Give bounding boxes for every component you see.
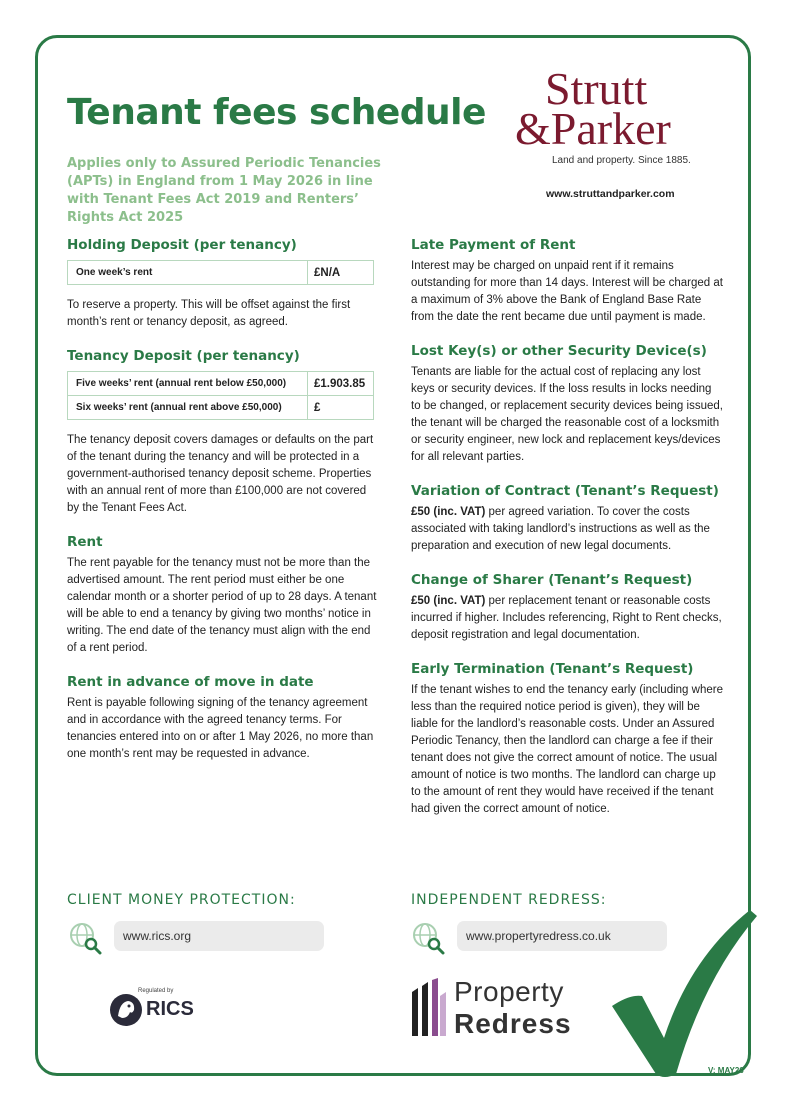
variation-body: per agreed variation. To cover the costs associated with taking landlord’s instructions as well as the preparation and execution of new legal documents. <box>411 506 710 552</box>
left-column <box>67 236 377 779</box>
rics-wordmark: RICS <box>146 998 194 1020</box>
globe-search-icon <box>68 921 102 955</box>
rics-url-field[interactable]: www.rics.org <box>114 921 324 951</box>
globe-search-icon <box>411 921 445 955</box>
lost-keys-section <box>411 342 723 466</box>
holding-deposit-heading: Holding Deposit (per tenancy) <box>67 237 297 253</box>
variation-fee: £50 (inc. VAT) <box>411 506 486 518</box>
page-title: Tenant fees schedule <box>67 92 486 133</box>
late-payment-heading: Late Payment of Rent <box>411 237 576 253</box>
rent-section <box>67 533 377 657</box>
website-link[interactable]: www.struttandparker.com <box>546 188 675 200</box>
fee-value: £1.903.85 <box>308 372 374 396</box>
tenancy-deposit-text: The tenancy deposit covers damages or defaults on the part of the tenant during the tenancy and will be protected in a government-authorised tenancy deposit scheme. Properties with an annual rent of more than £100,000 are not covered by the Tenant Fees Act. <box>67 434 374 514</box>
fee-label: One week’s rent <box>68 261 308 285</box>
version-label: V: MAY26 <box>708 1066 744 1075</box>
fee-value: £ <box>308 396 374 420</box>
property-redress-line1: Property <box>454 976 564 1007</box>
sharer-body: per replacement tenant or reasonable costs incurred if higher. Includes referencing, Right to Rent checks, deposit registration and legal documentation. <box>411 595 722 641</box>
fee-value: £N/A <box>308 261 374 285</box>
late-payment-text: Interest may be charged on unpaid rent if it remains outstanding for more than 14 days. Interest will be charged at a maximum of 3% above the Bank of England Base Rate from the date the rent became due until payment is made. <box>411 260 723 323</box>
variation-section <box>411 482 723 555</box>
variation-heading: Variation of Contract (Tenant’s Request) <box>411 483 719 499</box>
rics-lion-icon <box>108 992 144 1028</box>
lost-keys-heading: Lost Key(s) or other Security Device(s) <box>411 343 707 359</box>
rent-advance-heading: Rent in advance of move in date <box>67 674 314 690</box>
tenancy-deposit-section <box>67 347 377 517</box>
sharer-section <box>411 571 723 644</box>
rics-regulated-text: Regulated by <box>138 988 174 994</box>
table-row <box>68 396 374 420</box>
logo-line-strutt: Strutt <box>545 63 648 114</box>
property-redress-url-field[interactable]: www.propertyredress.co.uk <box>457 921 667 951</box>
sharer-text <box>411 593 723 644</box>
late-payment-section <box>411 236 723 326</box>
fee-label: Five weeks’ rent (annual rent below £50,000) <box>68 372 308 396</box>
table-row <box>68 372 374 396</box>
holding-deposit-text: To reserve a property. This will be offset against the first month’s rent or tenancy deposit, as agreed. <box>67 299 351 328</box>
logo-tagline: Land and property. Since 1885. <box>552 155 691 166</box>
fee-label: Six weeks’ rent (annual rent above £50,000) <box>68 396 308 420</box>
termination-heading: Early Termination (Tenant’s Request) <box>411 661 694 677</box>
variation-text <box>411 504 723 555</box>
client-money-protection-heading: CLIENT MONEY PROTECTION: <box>67 892 296 908</box>
property-redress-line2: Redress <box>454 1008 572 1039</box>
termination-text: If the tenant wishes to end the tenancy early (including where less than the required notice period is given), they will be liable for the landlord’s reasonable costs. Under an Assured Periodic Tenancy, then the landlord can charge a fee if their tenant does not give the correct amount of notice. The usual amount of notice is two months. The landlord can charge up to the amount of rent they would have received if the tenant had given the correct amount of notice. <box>411 684 723 815</box>
check-mark-graphic <box>612 908 757 1080</box>
rent-text: The rent payable for the tenancy must not be more than the advertised amount. The rent period must either be one calendar month or a shorter period of up to 28 days. A tenant will be able to end a tenancy by giving two months’ notice in writing. The end date of the tenancy must align with the end of a rent period. <box>67 557 377 654</box>
rics-logo <box>108 988 218 1033</box>
tenancy-deposit-table <box>67 371 374 420</box>
rent-advance-section <box>67 673 377 763</box>
tenancy-deposit-heading: Tenancy Deposit (per tenancy) <box>67 348 300 364</box>
rent-heading: Rent <box>67 534 103 550</box>
lost-keys-text: Tenants are liable for the actual cost of replacing any lost keys or security devices. If the loss results in locks needing to be changed, or replacement security devices being issued, the tenant will be charged the reasonable cost of a locksmith or security engineer, new lock and replacement keys/devices for all relevant parties. <box>411 366 723 463</box>
logo-line-parker: &Parker <box>515 103 671 154</box>
property-redress-logo <box>412 978 446 1038</box>
rent-advance-text: Rent is payable following signing of the tenancy agreement and in accordance with the agreed tenancy terms. For tenancies entered into on or after 1 May 2026, no more than one month’s rent may be requested in advance. <box>67 697 374 760</box>
right-column <box>411 236 723 834</box>
sharer-fee: £50 (inc. VAT) <box>411 595 486 607</box>
termination-section <box>411 660 723 818</box>
holding-deposit-table <box>67 260 374 285</box>
page-subtitle: Applies only to Assured Periodic Tenancies (APTs) in England from 1 May 2026 in line with Tenant Fees Act 2019 and Renters’ Rights Act 2025 <box>67 156 381 225</box>
table-row <box>68 261 374 285</box>
independent-redress-heading: INDEPENDENT REDRESS: <box>411 892 607 908</box>
holding-deposit-section <box>67 236 377 331</box>
sharer-heading: Change of Sharer (Tenant’s Request) <box>411 572 693 588</box>
